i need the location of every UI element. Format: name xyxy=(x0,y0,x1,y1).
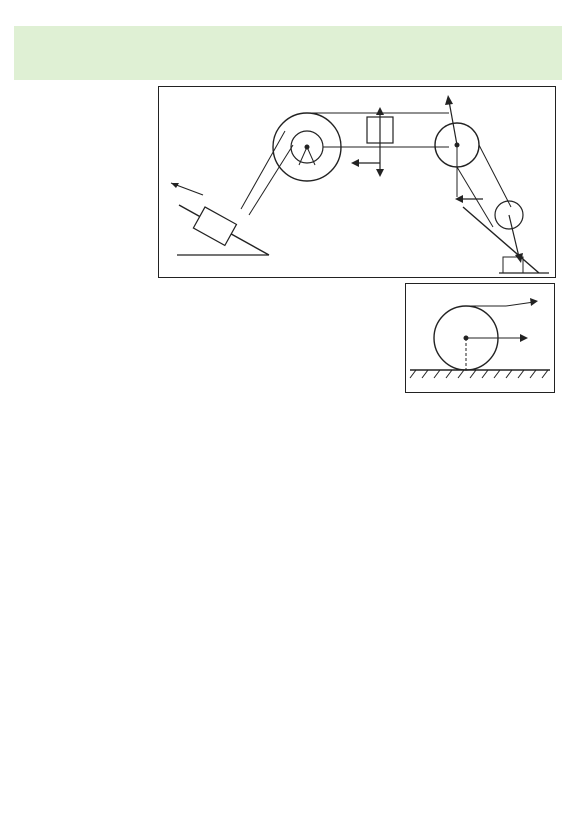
body-line xyxy=(14,645,562,660)
given-line xyxy=(18,27,558,41)
body-line xyxy=(14,385,562,402)
body-line xyxy=(14,488,562,510)
given-block xyxy=(14,26,562,80)
mechanism-figure xyxy=(158,86,556,278)
body-line xyxy=(14,466,562,488)
work-integral xyxy=(14,660,562,700)
body-line xyxy=(14,600,562,615)
body-line xyxy=(14,444,562,466)
body-line xyxy=(14,630,562,645)
given-line xyxy=(18,66,558,80)
given-line xyxy=(18,53,558,67)
given-line xyxy=(18,40,558,54)
body-line xyxy=(14,368,562,385)
body-line xyxy=(14,402,562,422)
incline-right xyxy=(463,207,539,273)
mechanism-diagram xyxy=(159,87,555,277)
kinetic-energy-row xyxy=(14,576,562,600)
body-line xyxy=(14,615,562,630)
body-line xyxy=(14,554,562,576)
main-text xyxy=(14,368,562,700)
body-line xyxy=(14,532,562,554)
body-line xyxy=(14,510,562,532)
body-line xyxy=(14,422,562,444)
block-1 xyxy=(193,207,236,245)
